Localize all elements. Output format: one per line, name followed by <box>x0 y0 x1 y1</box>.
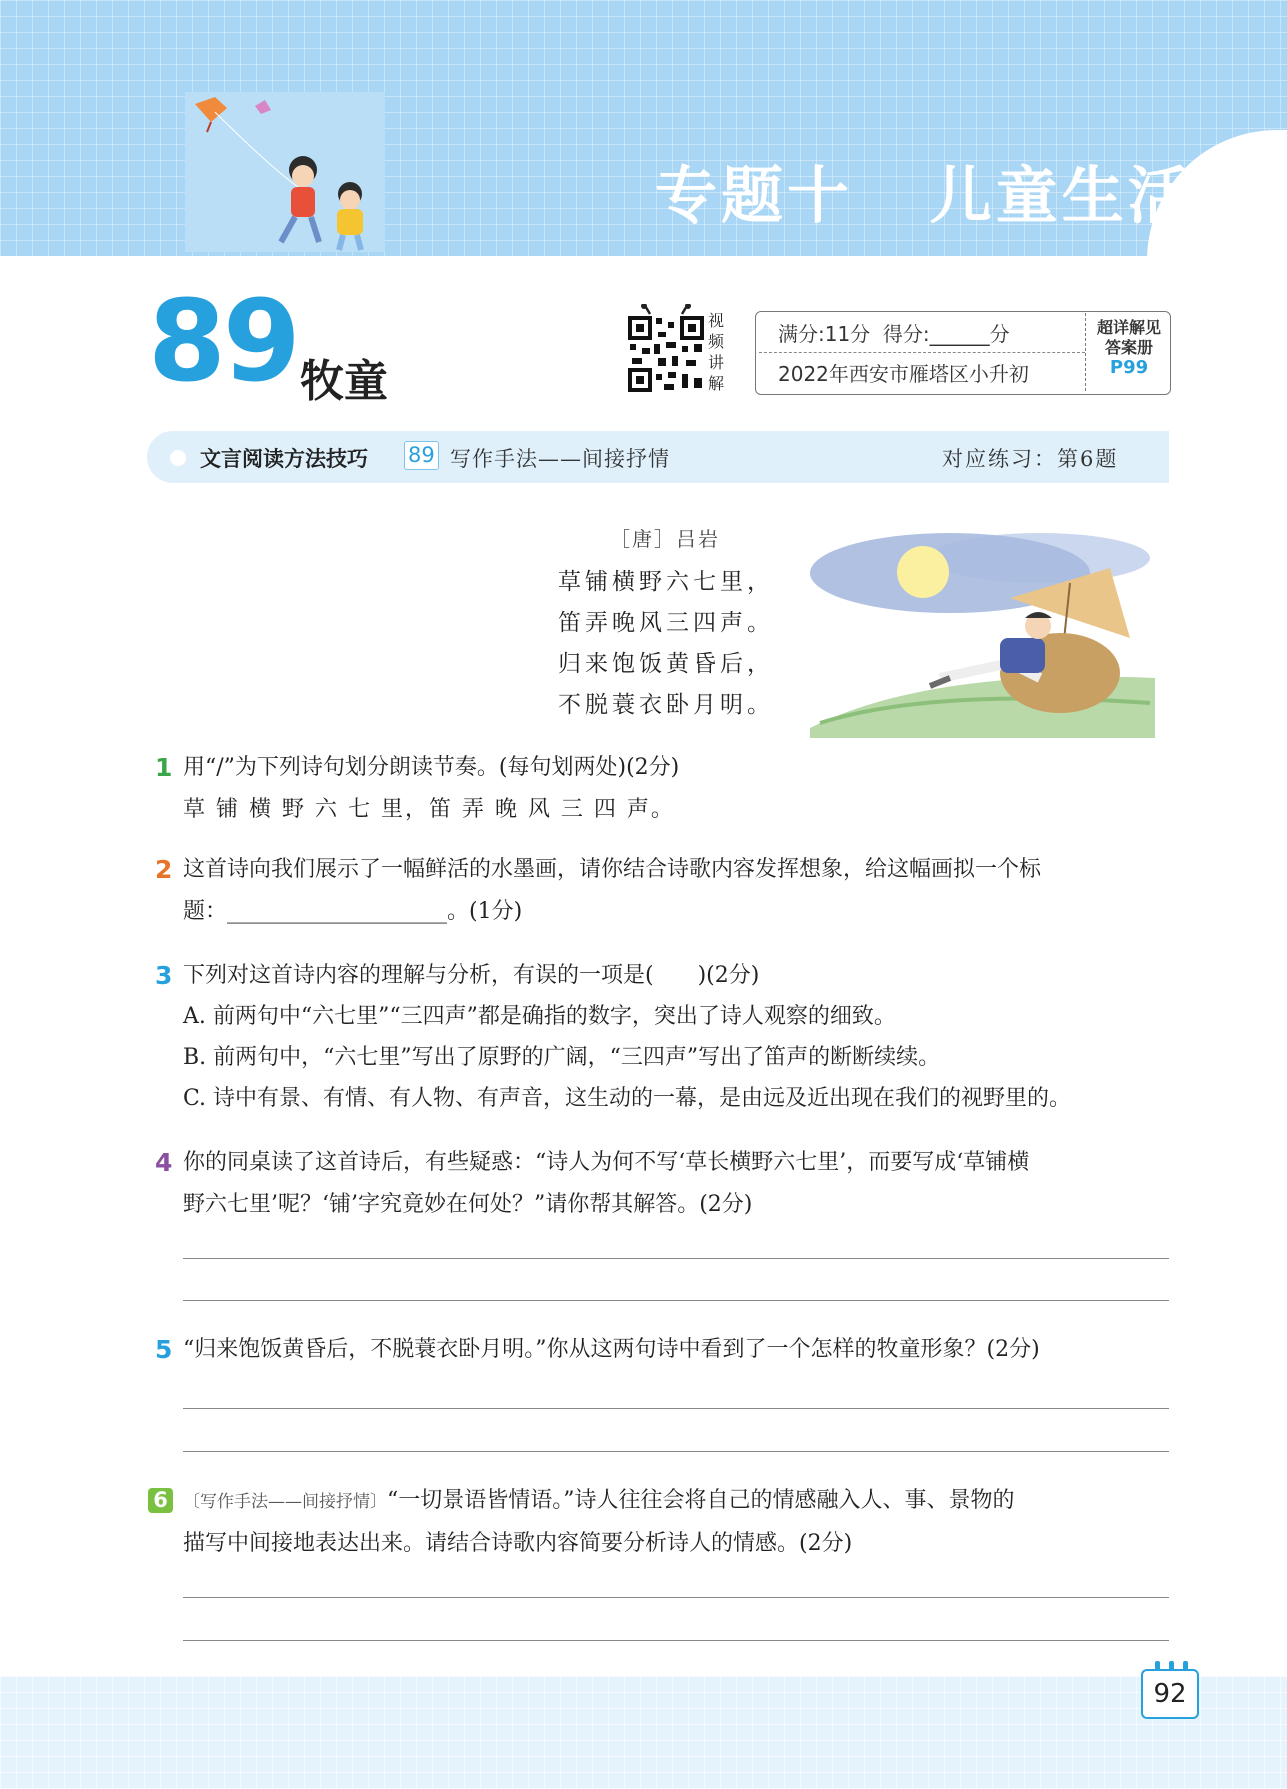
answer-reference[interactable] <box>1090 318 1168 378</box>
qr-code-icon[interactable] <box>628 304 704 392</box>
answer-line[interactable] <box>183 1408 1169 1409</box>
poem-author: ［唐］吕岩 <box>610 527 720 551</box>
question-line: 下列对这首诗内容的理解与分析，有误的一项是( )(2分) <box>183 963 760 988</box>
footer-band <box>0 1676 1287 1789</box>
question-line: 用“/”为下列诗句划分朗读节奏。(每句划两处)(2分) <box>183 755 680 780</box>
method-label: 文言阅读方法技巧 <box>200 447 368 471</box>
answer-line[interactable] <box>183 1258 1169 1259</box>
method-number-badge: 89 <box>404 441 439 470</box>
question-line: 这首诗向我们展示了一幅鲜活的水墨画，请你结合诗歌内容发挥想象，给这幅画拟一个标 <box>183 857 1042 882</box>
score-box-separator <box>759 352 1085 353</box>
question-line: 描写中间接地表达出来。请结合诗歌内容简要分析诗人的情感。(2分) <box>183 1531 853 1556</box>
lesson-number: 89 <box>148 277 298 407</box>
qr-video-label: 视频讲解 <box>708 311 725 393</box>
question-1 <box>183 747 1168 831</box>
question-number: 4 <box>155 1148 173 1177</box>
question-line <box>183 1480 1168 1523</box>
answer-ref-line2: 答案册 <box>1104 338 1153 357</box>
answer-ref-page: P99 <box>1109 357 1149 378</box>
question-number: 6 <box>148 1488 173 1513</box>
question-line: 题：____________________。(1分) <box>183 899 523 924</box>
poem-line: 草铺横野六七里， <box>558 569 774 595</box>
score-source: 2022年西安市雁塔区小升初 <box>778 362 1029 386</box>
option-b[interactable]: B. 前两句中，“六七里”写出了原野的广阔，“三四声”写出了笛声的断断续续。 <box>183 1045 941 1070</box>
question-line-text: “一切景语皆情语。”诗人往往会将自己的情感融入人、事、景物的 <box>387 1488 1015 1513</box>
question-tag: 〔写作手法——间接抒情〕 <box>183 1492 387 1512</box>
question-5 <box>183 1329 1168 1371</box>
question-line: 野六七里’呢？‘铺’字究竟妙在何处？”请你帮其解答。(2分) <box>183 1192 753 1217</box>
answer-line[interactable] <box>183 1451 1169 1452</box>
unit-title: 专题十 儿童生活 <box>655 159 1194 232</box>
poem-line: 不脱蓑衣卧月明。 <box>558 692 774 718</box>
kite-children-illustration <box>185 92 385 252</box>
score-full-marks: 满分:11分 得分:______分 <box>778 322 1010 346</box>
score-box-divider <box>1085 313 1086 391</box>
question-number: 1 <box>155 753 173 782</box>
page-number: 92 <box>1141 1669 1199 1719</box>
question-3 <box>183 955 1168 1119</box>
question-line: 你的同桌读了这首诗后，有些疑惑：“诗人为何不写‘草长横野六七里’，而要写成‘草铺横 <box>183 1150 1030 1175</box>
poem-line: 归来饱饭黄昏后， <box>558 651 774 677</box>
option-a[interactable]: A. 前两句中“六七里”“三四声”都是确指的数字，突出了诗人观察的细致。 <box>183 1004 896 1029</box>
question-4 <box>183 1142 1168 1226</box>
question-line: “归来饱饭黄昏后，不脱蓑衣卧月明。”你从这两句诗中看到了一个怎样的牧童形象？(2分) <box>183 1337 1040 1362</box>
question-line: 草 铺 横 野 六 七 里，笛 弄 晚 风 三 四 声。 <box>183 797 675 822</box>
question-number: 3 <box>155 961 173 990</box>
method-practice-ref: 对应练习：第6题 <box>942 447 1119 471</box>
answer-line[interactable] <box>183 1640 1169 1641</box>
answer-ref-line1: 超详解见 <box>1096 318 1161 337</box>
question-2 <box>183 849 1168 933</box>
question-6 <box>183 1480 1168 1565</box>
option-c[interactable]: C. 诗中有景、有情、有人物、有声音，这生动的一幕，是由远及近出现在我们的视野里的。 <box>183 1086 1072 1111</box>
method-topic: 写作手法——间接抒情 <box>450 447 670 471</box>
lesson-title: 牧童 <box>300 356 388 407</box>
question-number: 5 <box>155 1335 173 1364</box>
bullet-dot-icon <box>170 450 186 466</box>
question-number: 2 <box>155 855 173 884</box>
shepherd-boy-moon-illustration <box>810 528 1155 738</box>
poem-line: 笛弄晚风三四声。 <box>558 610 774 636</box>
answer-line[interactable] <box>183 1597 1169 1598</box>
answer-line[interactable] <box>183 1300 1169 1301</box>
